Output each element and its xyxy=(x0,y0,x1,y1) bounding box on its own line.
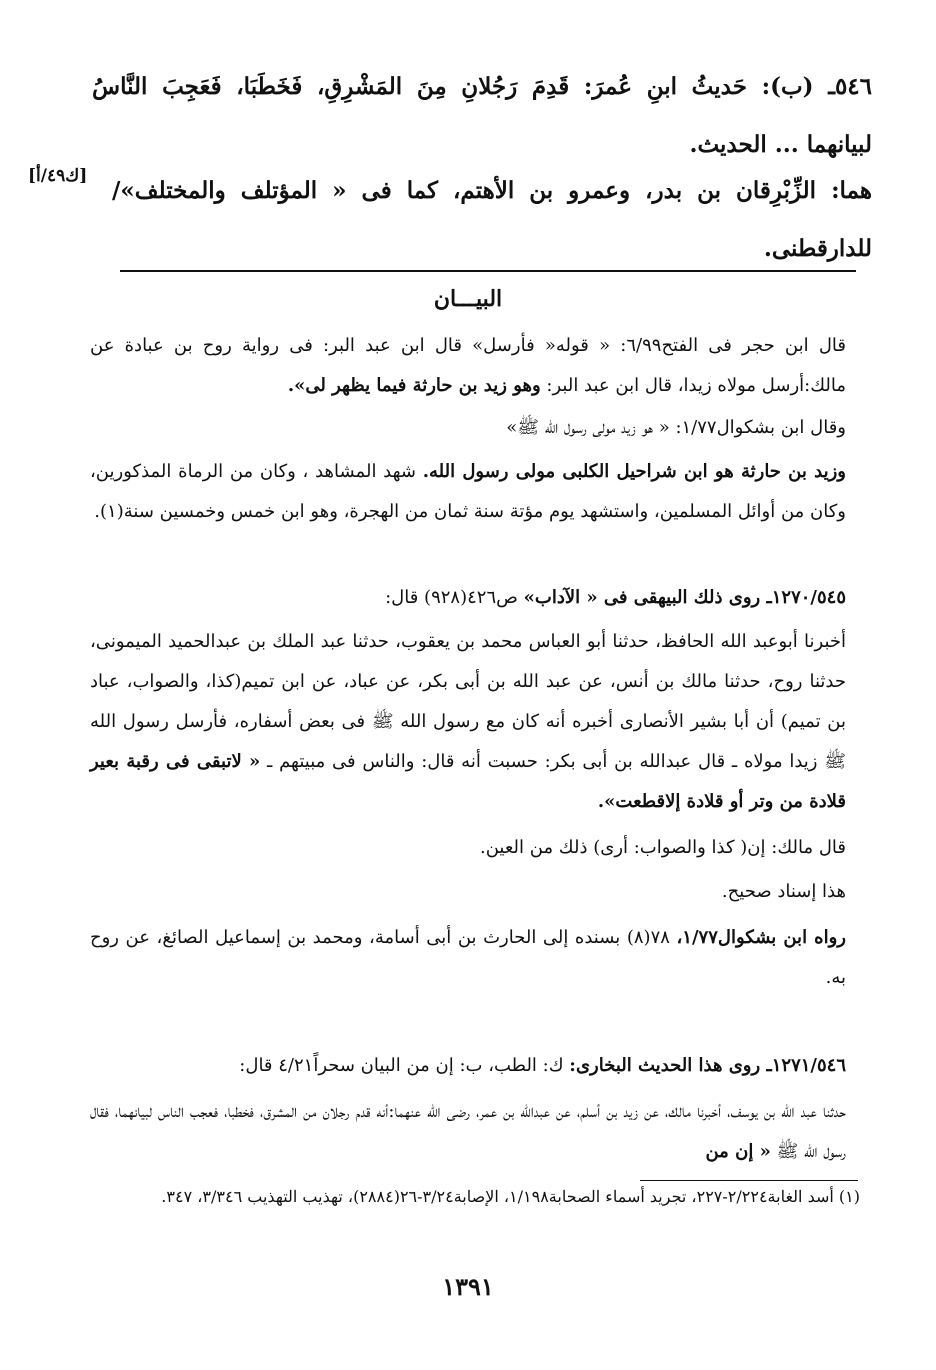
paragraph-malik: قال مالك: إن( كذا والصواب: أرى) ذلك من العين. xyxy=(480,837,846,858)
paragraph-bold: وزيد بن حارثة هو ابن شراحيل الكلبى مولى رسول الله. xyxy=(422,461,846,482)
paragraph-ibn-hajar xyxy=(90,326,846,406)
paragraph-bold: « إن من xyxy=(705,1141,771,1162)
paragraph-rawahu xyxy=(90,918,846,998)
paragraph-text: حدثنا عبد الله بن يوسف، أخبرنا مالك، عن زيد بن أسلم، عن عبدالله بن عمر، رضى الله عنهما:أنه قدم رجلان من المشرق، فخطبا، فعجب الناس لبيانهما، فقال رسول الله ﷺ xyxy=(90,1101,846,1162)
paragraph-text: ك: الطب، ب: إن من البيان سحراً٤/٢١ قال: xyxy=(239,1055,564,1076)
paragraph-bukhari-text xyxy=(90,1092,846,1172)
paragraph-bold: وهو زيد بن حارثة فيما يظهر لى». xyxy=(287,375,541,396)
paragraph-zayd-bio xyxy=(90,452,846,532)
paragraph-bold: رواه ابن بشكوال١/٧٧، xyxy=(676,927,846,948)
paragraph-text: قال ابن حجر فى الفتح٦/٩٩: « قوله« فأرسل» قال ابن عبد البر: فى رواية روح بن عبادة عن مالك:أرسل مولاه زيدا، قال ابن عبد البر: xyxy=(90,335,846,396)
paragraph-bold: ١٢٧٠/٥٤٥ـ روى ذلك البيهقى فى « الآداب» xyxy=(523,587,846,608)
hadith-text: حَديثُ ابنِ عُمرَ: قَدِمَ رَجُلانِ مِنَ المَشْرِقِ، فَخَطَبَا، فَعَجِبَ النَّاسُ لبيانهما ... الحديث. xyxy=(92,73,872,158)
section-heading: البيـــان xyxy=(433,286,503,312)
paragraph-text: ٧٨(٨) بسنده إلى الحارث بن أبى أسامة، ومحمد بن إسماعيل الصائغ، عن روح به. xyxy=(90,927,846,988)
paragraph-text: شهد المشاهد ، وكان من الرماة المذكورين، وكان من أوائل المسلمين، واستشهد يوم مؤتة سنة ثمان من الهجرة، وهو ابن خمس وخمسين سنة(١). xyxy=(90,461,846,522)
identification-note: هما: الزِّبْرِقان بن بدر، وعمرو بن الأهتم، كما فى « المؤتلف والمختلف»/ للدارقطنى. xyxy=(112,177,872,262)
footnote: (١) أسد الغابة٢/٢٢٤-٢٢٧، تجريد أسماء الصحابة١/١٩٨، الإصابة٣/٢٤-٢٦(٢٨٨٤)، تهذيب التهذيب ٣/٣٤٦، ٣٤٧. xyxy=(161,1187,860,1206)
hadith-number: ٥٤٦ـ (ب): xyxy=(761,73,873,100)
paragraph-sahih: هذا إسناد صحيح. xyxy=(721,881,846,902)
paragraph-bold: « لاتبقى فى رقبة بعير قلادة من وتر أو قلادة إلاقطعت». xyxy=(90,751,846,812)
footnote-divider xyxy=(640,1180,858,1181)
manuscript-margin-ref: [ك٤٩/أ] xyxy=(28,166,88,186)
hadith-546-heading xyxy=(92,58,872,174)
paragraph-bayhaqi-heading xyxy=(90,578,846,618)
paragraph-ibn-bashkuwal: وقال ابن بشكوال١/٧٧: « هو زيد مولى رسول الله ﷺ» xyxy=(506,417,846,438)
section-divider xyxy=(120,270,856,272)
paragraph-text: ص٤٢٦(٩٢٨) قال: xyxy=(385,587,518,608)
paragraph-bold: ١٢٧١/٥٤٦ـ روى هذا الحديث البخارى: xyxy=(569,1055,846,1076)
paragraph-bukhari-heading xyxy=(90,1046,846,1086)
page-number: ١٣٩١ xyxy=(442,1272,494,1301)
paragraph-isnad xyxy=(90,622,846,822)
paragraph-text: أخبرنا أبوعبد الله الحافظ، حدثنا أبو العباس محمد بن يعقوب، حدثنا عبد الملك بن عبدالحميد الميمونى، حدثنا روح، حدثنا مالك بن أنس، عن عبد الله بن أبى بكر، عن عباد، عن ابن تميم(كذا، والصواب، عباد بن تميم) أن أبا بشير الأنصارى أخبره أنه كان مع رسول الله ﷺ فى بعض أسفاره، فأرسل رسول الله ﷺ زيدا مولاه ـ قال عبدالله بن أبى بكر: حسبت أنه قال: والناس فى مبيتهم ـ xyxy=(90,631,846,772)
